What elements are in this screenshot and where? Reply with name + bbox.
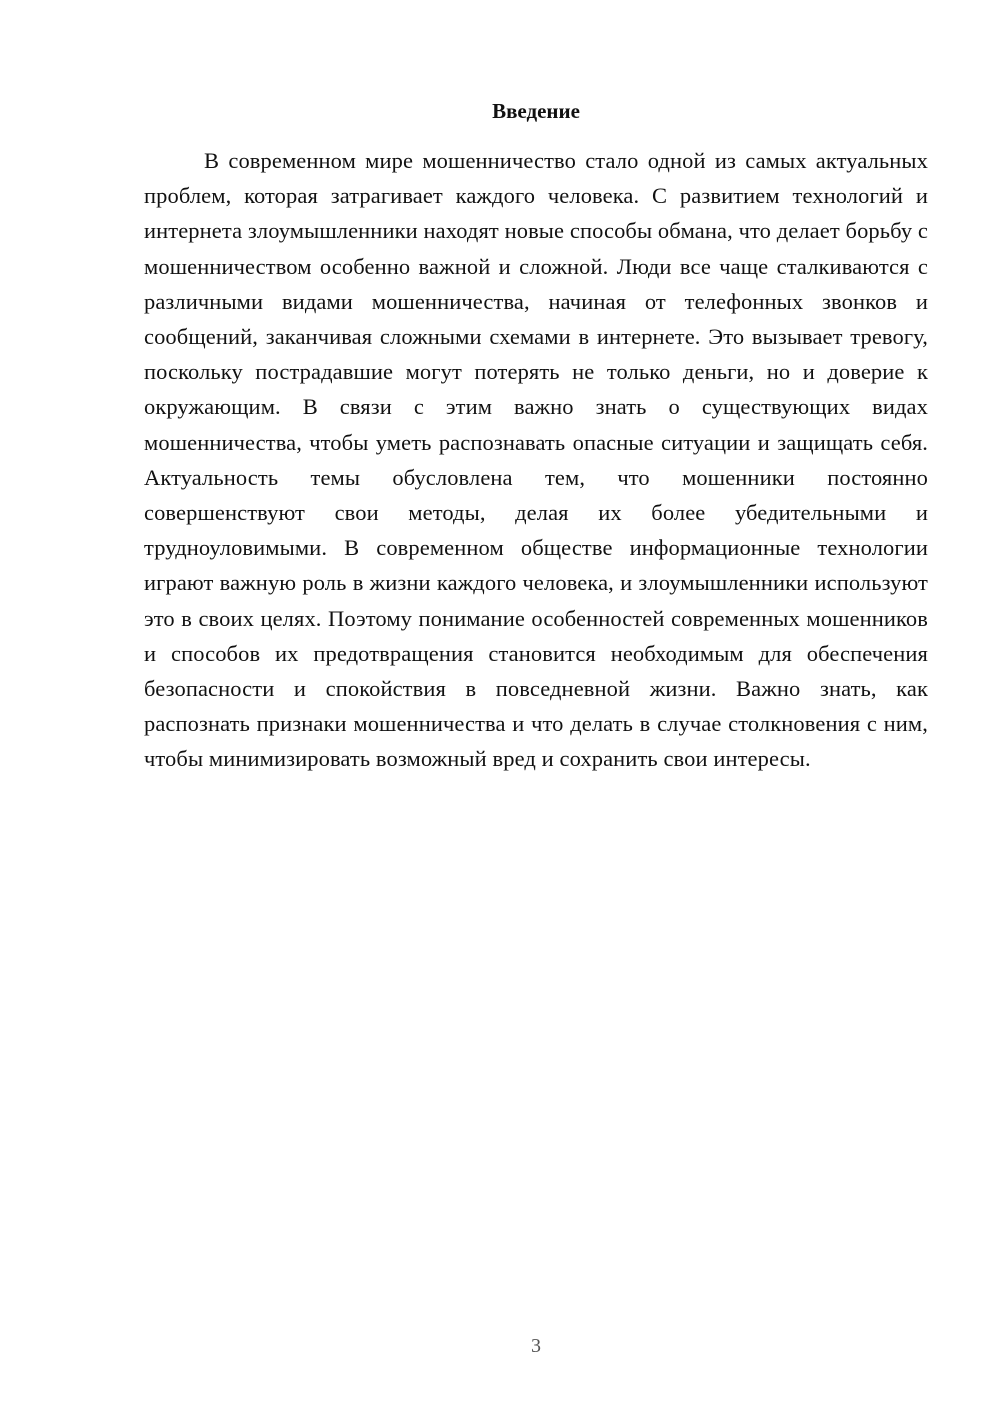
page-number: 3 <box>531 1335 541 1357</box>
section-title: Введение <box>492 99 580 123</box>
body-paragraph: В современном мире мошенничество стало одной из самых актуальных проблем, которая затрагивает каждого человека. С развитием технологий и интернета злоумышленники находят новые способы обмана, что делает борьбу с мошенничеством особенно важной и сложной. Люди все чаще сталкиваются с различными видами мошенничества, начиная от телефонных звонков и сообщений, заканчивая сложными схемами в интернете. Это вызывает тревогу, поскольку пострадавшие могут потерять не только деньги, но и доверие к окружающим. В связи с этим важно знать о существующих видах мошенничества, чтобы уметь распознавать опасные ситуации и защищать себя. Актуальность темы обусловлена тем, что мошенники постоянно совершенствуют свои методы, делая их более убедительными и трудноуловимыми. В современном обществе информационные технологии играют важную роль в жизни каждого человека, и злоумышленники используют это в своих целях. Поэтому понимание особенностей современных мошенников и способов их предотвращения становится необходимым для обеспечения безопасности и спокойствия в повседневной жизни. Важно знать, как распознать признаки мошенничества и что делать в случае столкновения с ним, чтобы минимизировать возможный вред и сохранить свои интересы. <box>144 148 928 772</box>
